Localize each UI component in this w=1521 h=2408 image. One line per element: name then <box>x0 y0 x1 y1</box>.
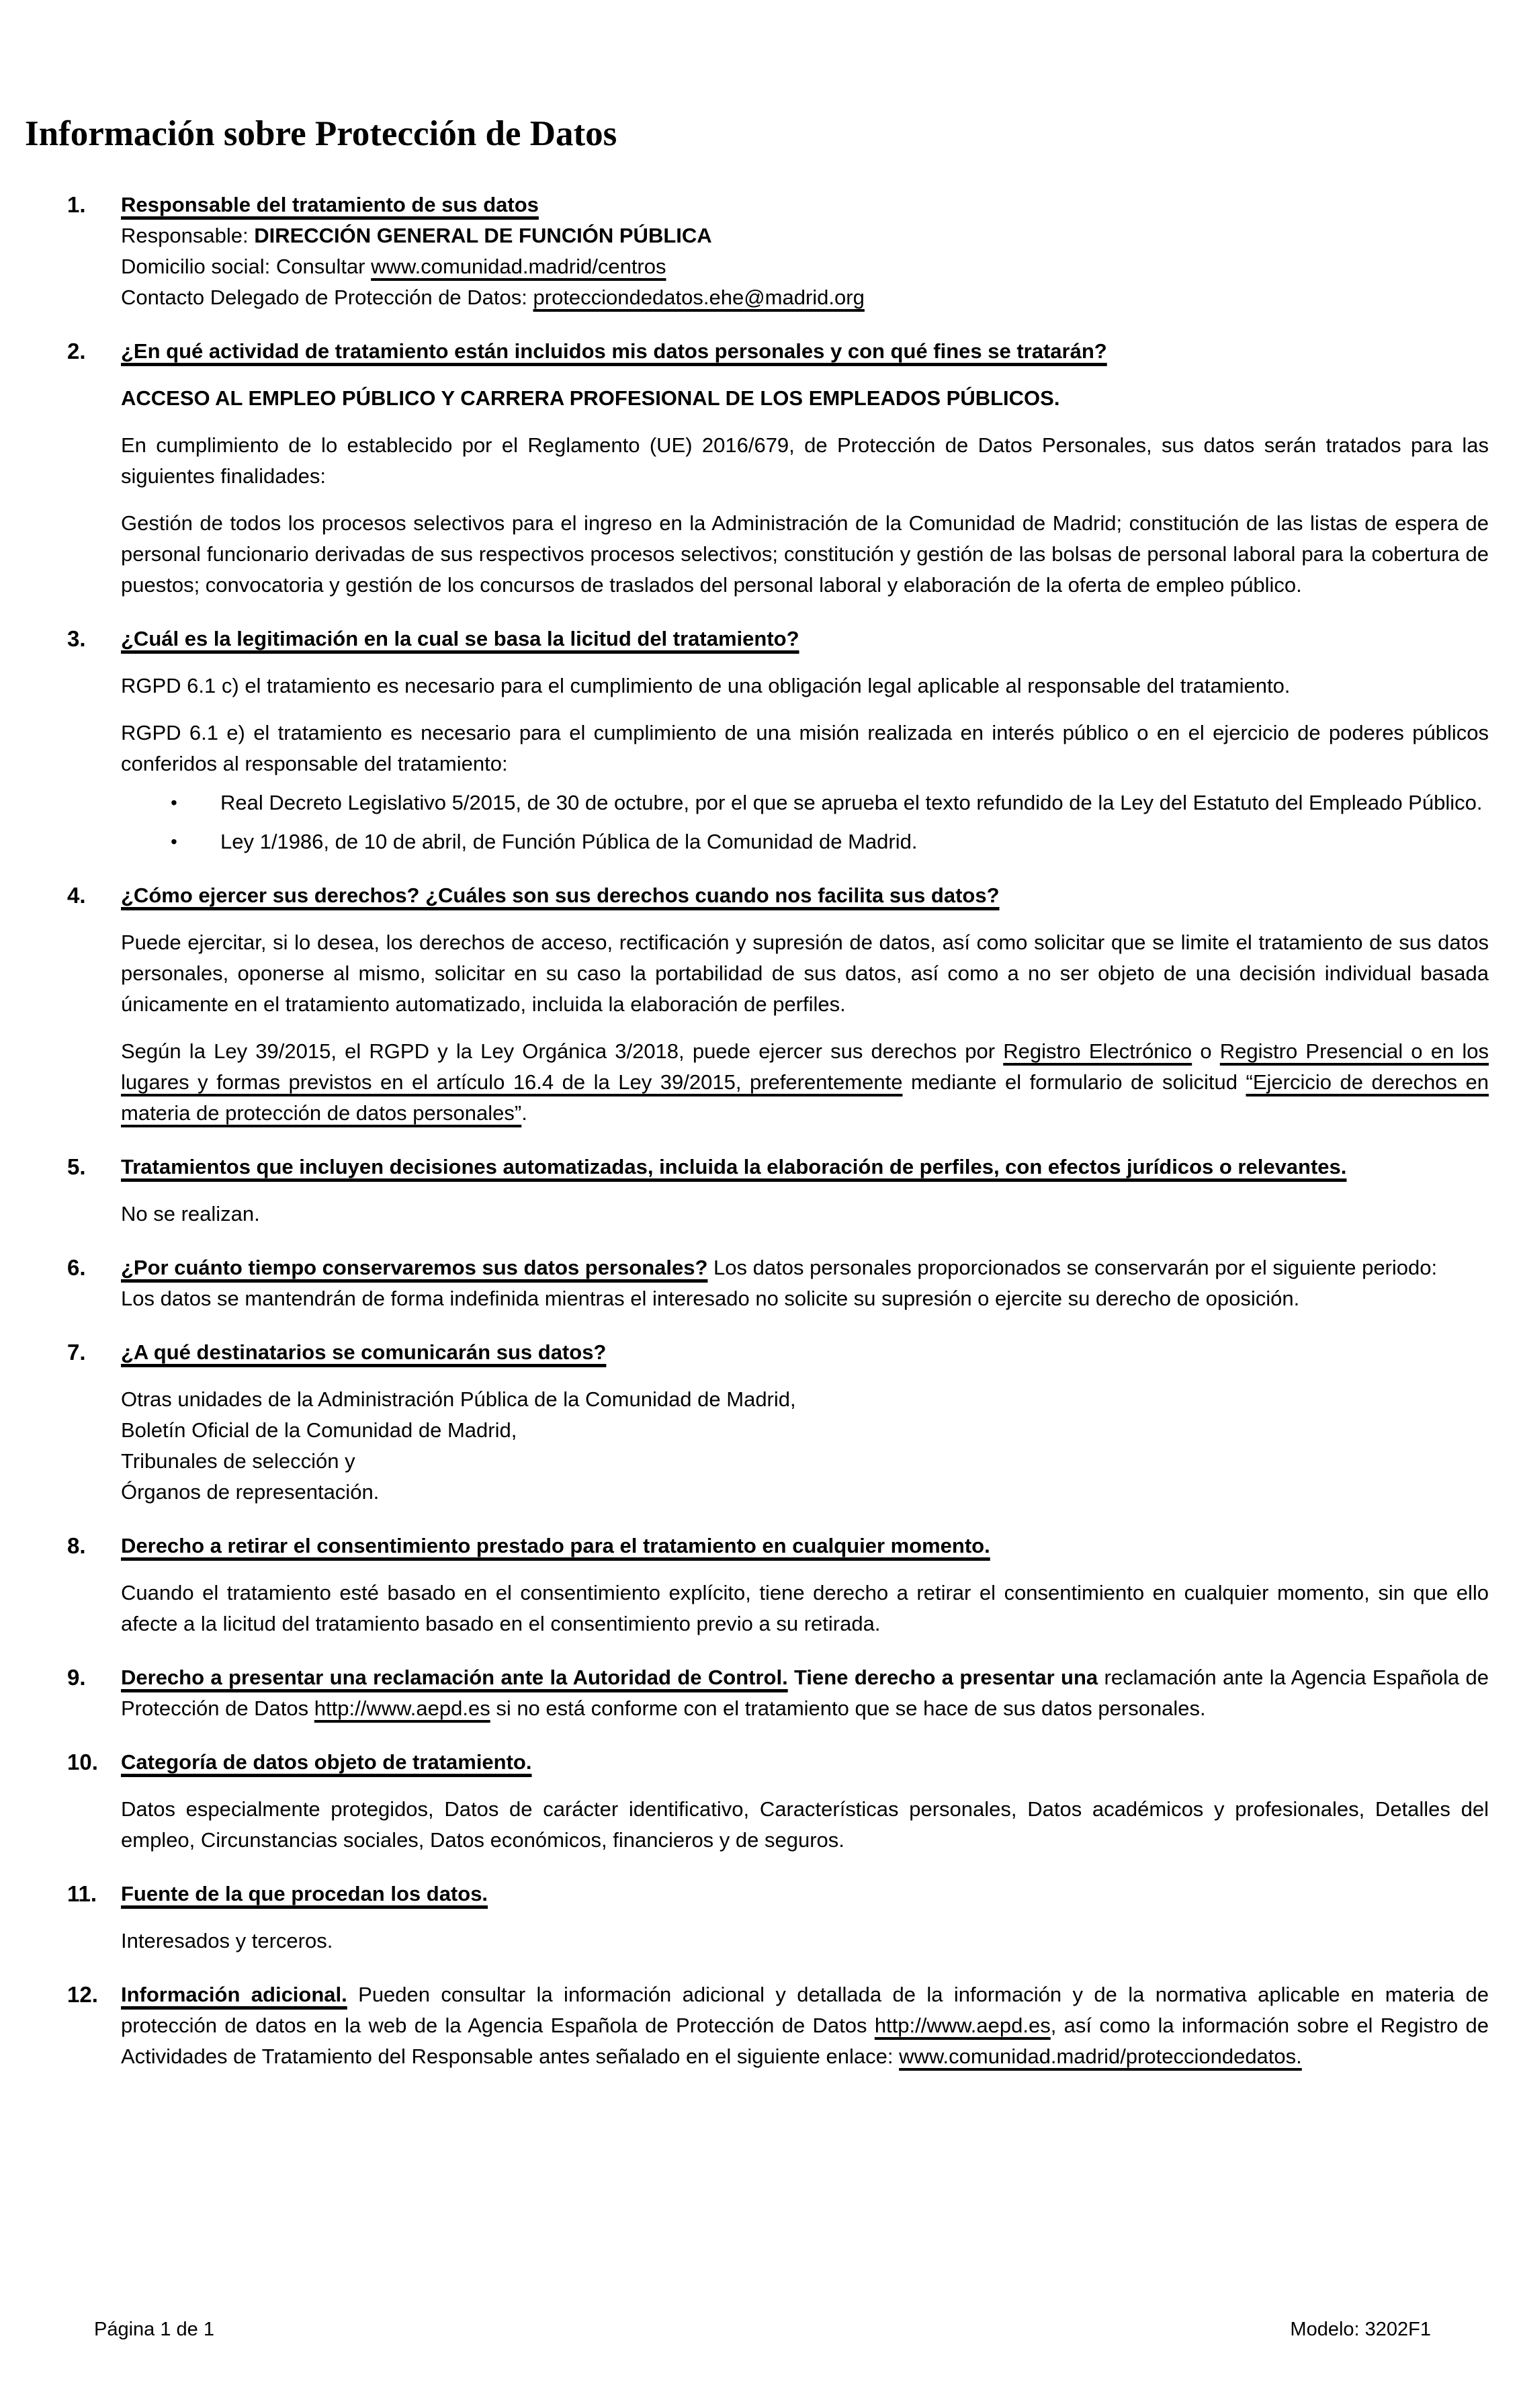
section-legitimacion <box>67 624 1489 857</box>
section-number: 11. <box>67 1881 97 1906</box>
section-fuente-datos <box>67 1879 1489 1956</box>
bullet-text-ley-1-1986: Ley 1/1986, de 10 de abril, de Función Pública de la Comunidad de Madrid. <box>220 830 918 853</box>
run-text: mediante el formulario de solicitud <box>902 1070 1246 1094</box>
section-reclamacion-autoridad <box>67 1662 1489 1724</box>
cumplimiento-reglamento-text: En cumplimiento de lo establecido por el Reglamento (UE) 2016/679, de Protección de Datos Personales, sus datos serán tratados para las siguientes finalidades: <box>121 433 1489 488</box>
section-retirar-consentimiento <box>67 1531 1489 1639</box>
destinatario-item: Boletín Oficial de la Comunidad de Madrid, <box>121 1418 517 1442</box>
modelo-number: Modelo: 3202F1 <box>1290 2319 1431 2340</box>
domicilio-label: Domicilio social: Consultar <box>121 255 365 278</box>
section-destinatarios <box>67 1337 1489 1508</box>
tiene-derecho-bold-text: Tiene derecho a presentar una <box>787 1666 1104 1689</box>
page-number: Página 1 de 1 <box>94 2319 214 2340</box>
responsable-label: Responsable: <box>121 224 249 247</box>
section-number: 12. <box>67 1982 98 2007</box>
list-item <box>121 787 1489 818</box>
responsable-line <box>121 220 1489 251</box>
no-se-realizan-text: No se realizan. <box>121 1202 260 1226</box>
section-heading: ¿Cómo ejercer sus derechos? ¿Cuáles son sus derechos cuando nos facilita sus datos? <box>121 884 1000 907</box>
registro-presencial-link[interactable]: Registro Presencial o en los lugares y formas previstos en el artículo 16.4 de la Ley 39/2015, preferentemente <box>121 1039 1489 1094</box>
section-ejercer-derechos <box>67 880 1489 1129</box>
aepd-link[interactable]: http://www.aepd.es <box>314 1696 490 1720</box>
bullet-text-real-decreto: Real Decreto Legislativo 5/2015, de 30 de octubre, por el que se aprueba el texto refundido de la Ley del Estatuto del Empleado Público. <box>220 791 1483 814</box>
responsable-value: DIRECCIÓN GENERAL DE FUNCIÓN PÚBLICA <box>254 224 712 247</box>
run-text: o <box>1192 1039 1220 1063</box>
section-number: 4. <box>67 883 86 908</box>
document-page <box>0 113 1521 2340</box>
rgpd-61e-text: RGPD 6.1 e) el tratamiento es necesario para el cumplimiento de una misión realizada en interés público o en el ejercicio de poderes públicos conferidos al responsable del tratamiento: <box>121 721 1489 775</box>
contacto-line <box>121 282 1489 313</box>
section-heading: Categoría de datos objeto de tratamiento. <box>121 1750 532 1774</box>
categorias-datos-text: Datos especialmente protegidos, Datos de carácter identificativo, Características personales, Datos académicos y profesionales, Detalles del empleo, Circunstancias sociales, Datos económicos, financieros y de seguros. <box>121 1797 1489 1852</box>
conservacion-tail-text: Los datos personales proporcionados se conservarán por el siguiente periodo: <box>707 1256 1438 1279</box>
run-text: , así como la información sobre el Registro de Actividades de Tratamiento del Responsable antes señalado en el siguiente enlace: <box>121 2014 1489 2068</box>
ejercicio-derechos-link[interactable]: “Ejercicio de derechos en materia de protección de datos personales” <box>121 1070 1489 1125</box>
destinatario-item: Otras unidades de la Administración Pública de la Comunidad de Madrid, <box>121 1387 796 1411</box>
gestion-procesos-text: Gestión de todos los procesos selectivos para el ingreso en la Administración de la Comunidad de Madrid; constitución de las listas de espera de personal funcionario derivadas de sus respectivos procesos selectivos; constitución y gestión de las bolsas de personal laboral para la cobertura de puestos; convocatoria y gestión de los concursos de traslados del personal laboral y elaboración de la oferta de empleo público. <box>121 511 1489 597</box>
destinatario-item: Órganos de representación. <box>121 1480 380 1504</box>
section-heading: Responsable del tratamiento de sus datos <box>121 193 539 216</box>
section-number: 2. <box>67 339 86 363</box>
section-actividad-tratamiento <box>67 336 1489 601</box>
informacion-adicional-paragraph <box>121 1979 1489 2072</box>
section-decisiones-automatizadas <box>67 1152 1489 1230</box>
consentimiento-explicito-text: Cuando el tratamiento esté basado en el consentimiento explícito, tiene derecho a retirar el consentimiento en cualquier momento, sin que ello afecte a la licitud del tratamiento basado en el consentimiento previo a su retirada. <box>121 1581 1489 1635</box>
dpd-email-link[interactable]: protecciondedatos.ehe@madrid.org <box>533 286 865 309</box>
registro-electronico-link[interactable]: Registro Electrónico <box>1003 1039 1192 1063</box>
page-title: Información sobre Protección de Datos <box>25 114 617 153</box>
section-number: 9. <box>67 1665 86 1690</box>
section-heading: Fuente de la que procedan los datos. <box>121 1882 488 1905</box>
section-number: 7. <box>67 1340 86 1365</box>
section-number: 8. <box>67 1533 86 1558</box>
section-heading: Tratamientos que incluyen decisiones automatizadas, incluida la elaboración de perfiles, con efectos jurídicos o relevantes. <box>121 1155 1347 1178</box>
comunidad-madrid-protecciondedatos-link[interactable]: www.comunidad.madrid/protecciondedatos. <box>899 2045 1302 2068</box>
segun-ley-text <box>121 1036 1489 1129</box>
interesados-terceros-text: Interesados y terceros. <box>121 1929 333 1952</box>
run-text: si no está conforme con el tratamiento que se hace de sus datos personales. <box>490 1696 1206 1720</box>
derechos-acceso-text: Puede ejercitar, si lo desea, los derechos de acceso, rectificación y supresión de datos, así como solicitar que se limite el tratamiento de sus datos personales, oponerse al mismo, solicitar en su caso la portabilidad de sus datos, así como a no ser objeto de una decisión individual basada únicamente en el tratamiento automatizado, incluida la elaboración de perfiles. <box>121 931 1489 1016</box>
section-heading: Información adicional. <box>121 1983 347 2006</box>
domicilio-line <box>121 251 1489 282</box>
section-responsable <box>67 189 1489 313</box>
datos-indefinidos-text: Los datos se mantendrán de forma indefinida mientras el interesado no solicite su supresión o ejercite su derecho de oposición. <box>121 1287 1300 1310</box>
section-heading: ¿A qué destinatarios se comunicarán sus datos? <box>121 1340 607 1364</box>
section-number: 1. <box>67 192 86 217</box>
section-heading: ¿En qué actividad de tratamiento están incluidos mis datos personales y con qué fines se tratarán? <box>121 339 1107 363</box>
section-number: 5. <box>67 1154 86 1179</box>
bullet-icon: • <box>171 792 177 813</box>
contacto-label: Contacto Delegado de Protección de Datos: <box>121 286 527 309</box>
bullet-icon: • <box>171 831 177 852</box>
section-heading: ¿Por cuánto tiempo conservaremos sus datos personales? <box>121 1256 708 1279</box>
reclamacion-paragraph <box>121 1662 1489 1724</box>
section-heading: ¿Cuál es la legitimación en la cual se basa la licitud del tratamiento? <box>121 627 799 650</box>
sections-container <box>0 189 1521 2072</box>
destinatario-item: Tribunales de selección y <box>121 1449 355 1473</box>
section-heading: Derecho a presentar una reclamación ante la Autoridad de Control. <box>121 1666 788 1689</box>
run-text: Según la Ley 39/2015, el RGPD y la Ley Orgánica 3/2018, puede ejercer sus derechos por <box>121 1039 1004 1063</box>
run-text: Pueden consultar la información adicional y detallada de la información y de la normativa aplicable en materia de protección de datos en la web de la Agencia Española de Protección de Datos <box>121 1983 1489 2037</box>
comunidad-madrid-centros-link[interactable]: www.comunidad.madrid/centros <box>371 255 666 278</box>
legitimacion-bullet-list <box>121 787 1489 857</box>
section-conservacion-datos <box>67 1252 1489 1314</box>
list-item <box>121 826 1489 857</box>
acceso-empleo-publico-text: ACCESO AL EMPLEO PÚBLICO Y CARRERA PROFESIONAL DE LOS EMPLEADOS PÚBLICOS. <box>121 386 1060 410</box>
page-footer <box>94 2318 1431 2341</box>
conservacion-heading-line <box>121 1252 1489 1283</box>
section-heading: Derecho a retirar el consentimiento prestado para el tratamiento en cualquier momento. <box>121 1534 990 1557</box>
section-informacion-adicional <box>67 1979 1489 2072</box>
run-text: reclamación ante la Agencia Española de Protección de Datos <box>121 1666 1489 1720</box>
run-text: . <box>521 1101 527 1125</box>
section-number: 10. <box>67 1750 98 1774</box>
rgpd-61c-text: RGPD 6.1 c) el tratamiento es necesario para el cumplimiento de una obligación legal aplicable al responsable del tratamiento. <box>121 674 1291 697</box>
aepd-link[interactable]: http://www.aepd.es <box>874 2014 1051 2037</box>
section-categoria-datos <box>67 1747 1489 1856</box>
section-number: 3. <box>67 626 86 651</box>
section-number: 6. <box>67 1255 86 1280</box>
